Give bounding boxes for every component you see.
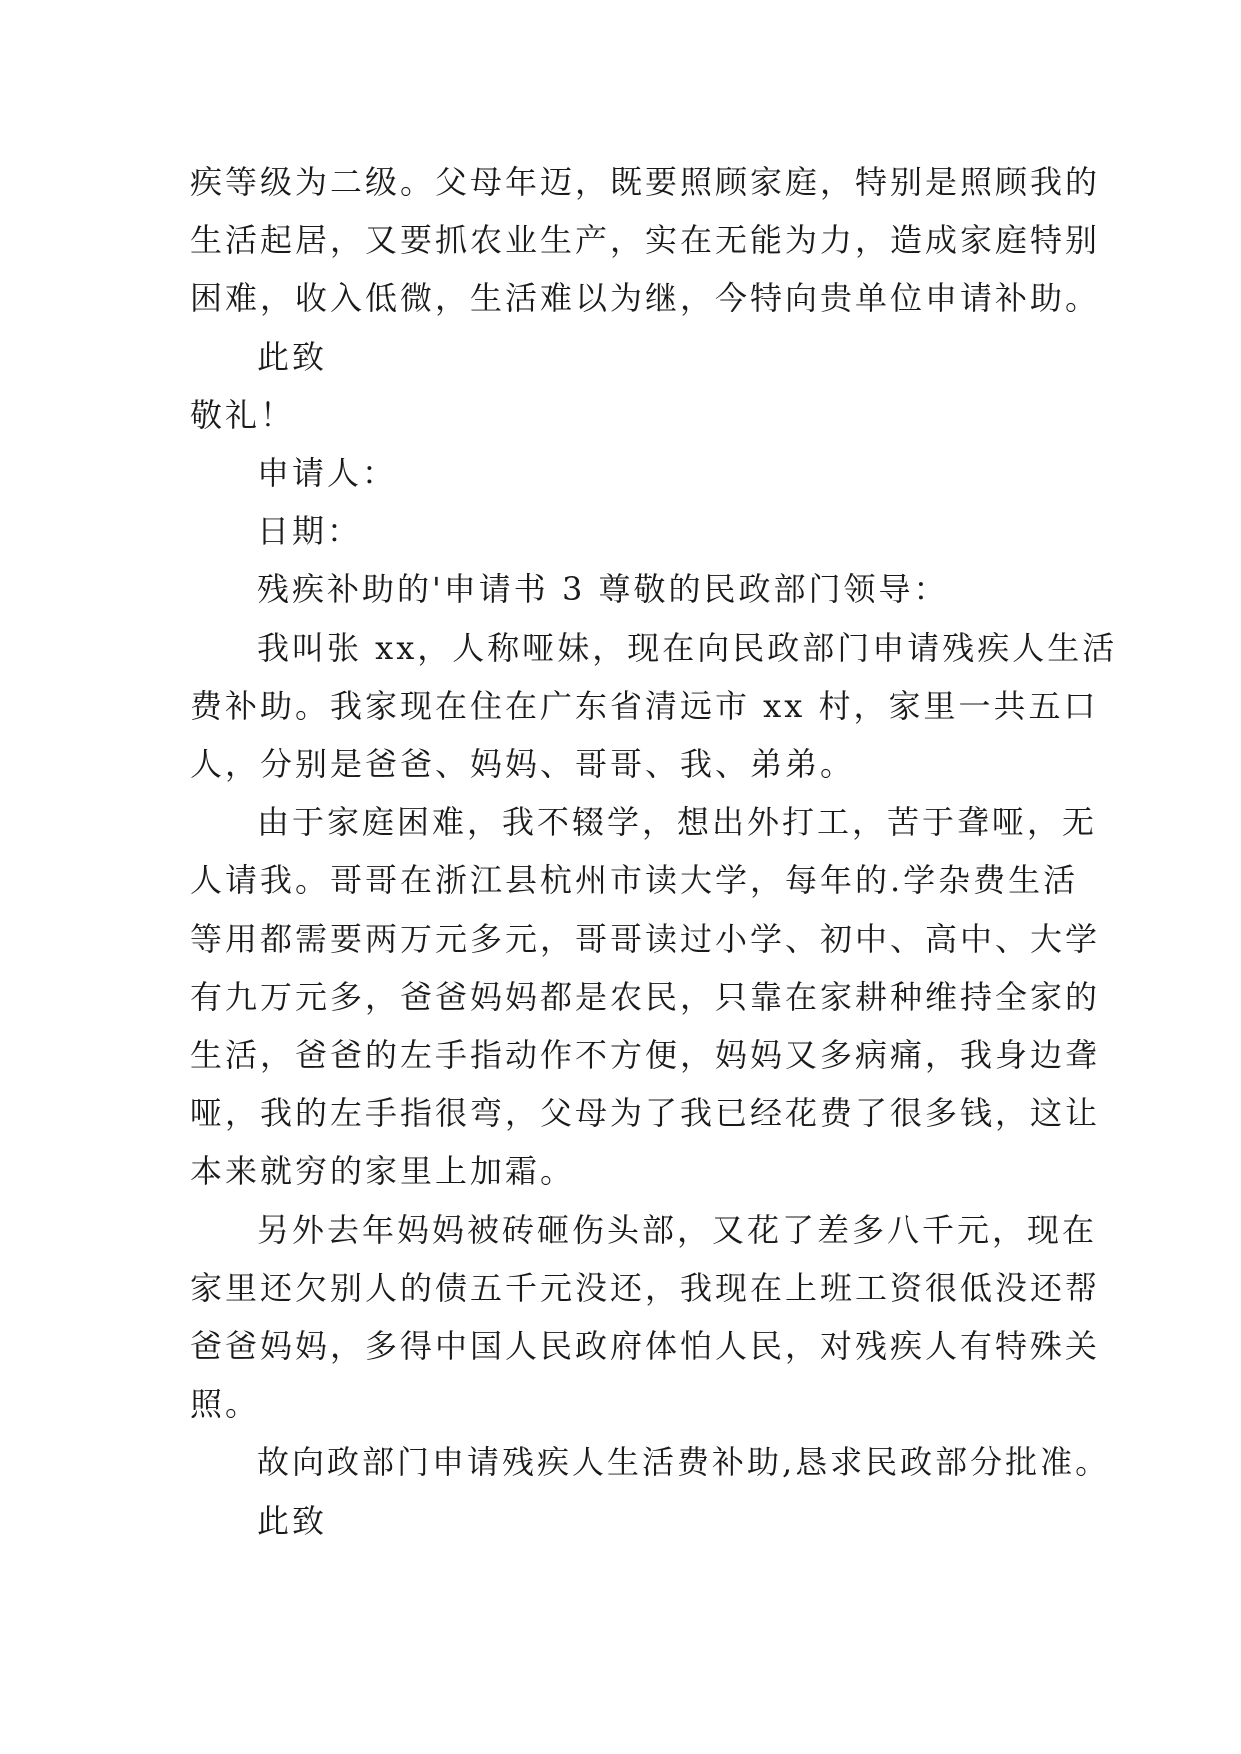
text-line: 故向政部门申请残疾人生活费补助,恳求民政部分批准。 — [257, 1443, 1111, 1482]
text-line: 人，分别是爸爸、妈妈、哥哥、我、弟弟。 — [190, 745, 856, 784]
closing-salutation: 此致 — [257, 1501, 328, 1540]
closing-regards: 敬礼！ — [190, 395, 296, 434]
letter-body — [190, 153, 1118, 1550]
text-line: 人请我。哥哥在浙江县杭州市读大学，每年的.学杂费生活 — [190, 861, 1079, 900]
text-line: 我叫张 xx，人称哑妹，现在向民政部门申请残疾人生活 — [257, 628, 1118, 667]
text-line: 费补助。我家现在住在广东省清远市 xx 村，家里一共五口 — [190, 686, 1099, 725]
text-line: 由于家庭困难，我不辍学，想出外打工，苦于聋哑，无 — [257, 803, 1098, 842]
text-line: 本来就穷的家里上加霜。 — [190, 1152, 576, 1191]
text-line: 生活起居，又要抓农业生产，实在无能为力，造成家庭特别 — [190, 221, 1101, 260]
text-line: 等用都需要两万元多元，哥哥读过小学、初中、高中、大学 — [190, 919, 1101, 958]
text-line: 家里还欠别人的债五千元没还，我现在上班工资很低没还帮 — [190, 1268, 1101, 1307]
text-line: 爸爸妈妈，多得中国人民政府体怕人民，对残疾人有特殊关 — [190, 1327, 1101, 1366]
text-line: 有九万元多，爸爸妈妈都是农民，只靠在家耕种维持全家的 — [190, 977, 1101, 1016]
section-heading: 残疾补助的'申请书 3 尊敬的民政部门领导： — [257, 570, 949, 609]
text-line: 照。 — [190, 1385, 261, 1424]
closing-salutation: 此致 — [257, 337, 328, 376]
text-line: 疾等级为二级。父母年迈，既要照顾家庭，特别是照顾我的 — [190, 163, 1101, 201]
text-line: 困难，收入低微，生活难以为继，今特向贵单位申请补助。 — [190, 279, 1101, 318]
date-label: 日期： — [257, 512, 363, 551]
text-line: 另外去年妈妈被砖砸伤头部，又花了差多八千元，现在 — [257, 1210, 1098, 1249]
text-line: 哑，我的左手指很弯，父母为了我已经花费了很多钱，这让 — [190, 1094, 1101, 1133]
text-line: 生活，爸爸的左手指动作不方便，妈妈又多病痛，我身边聋 — [190, 1036, 1101, 1075]
applicant-label: 申请人： — [257, 454, 398, 493]
